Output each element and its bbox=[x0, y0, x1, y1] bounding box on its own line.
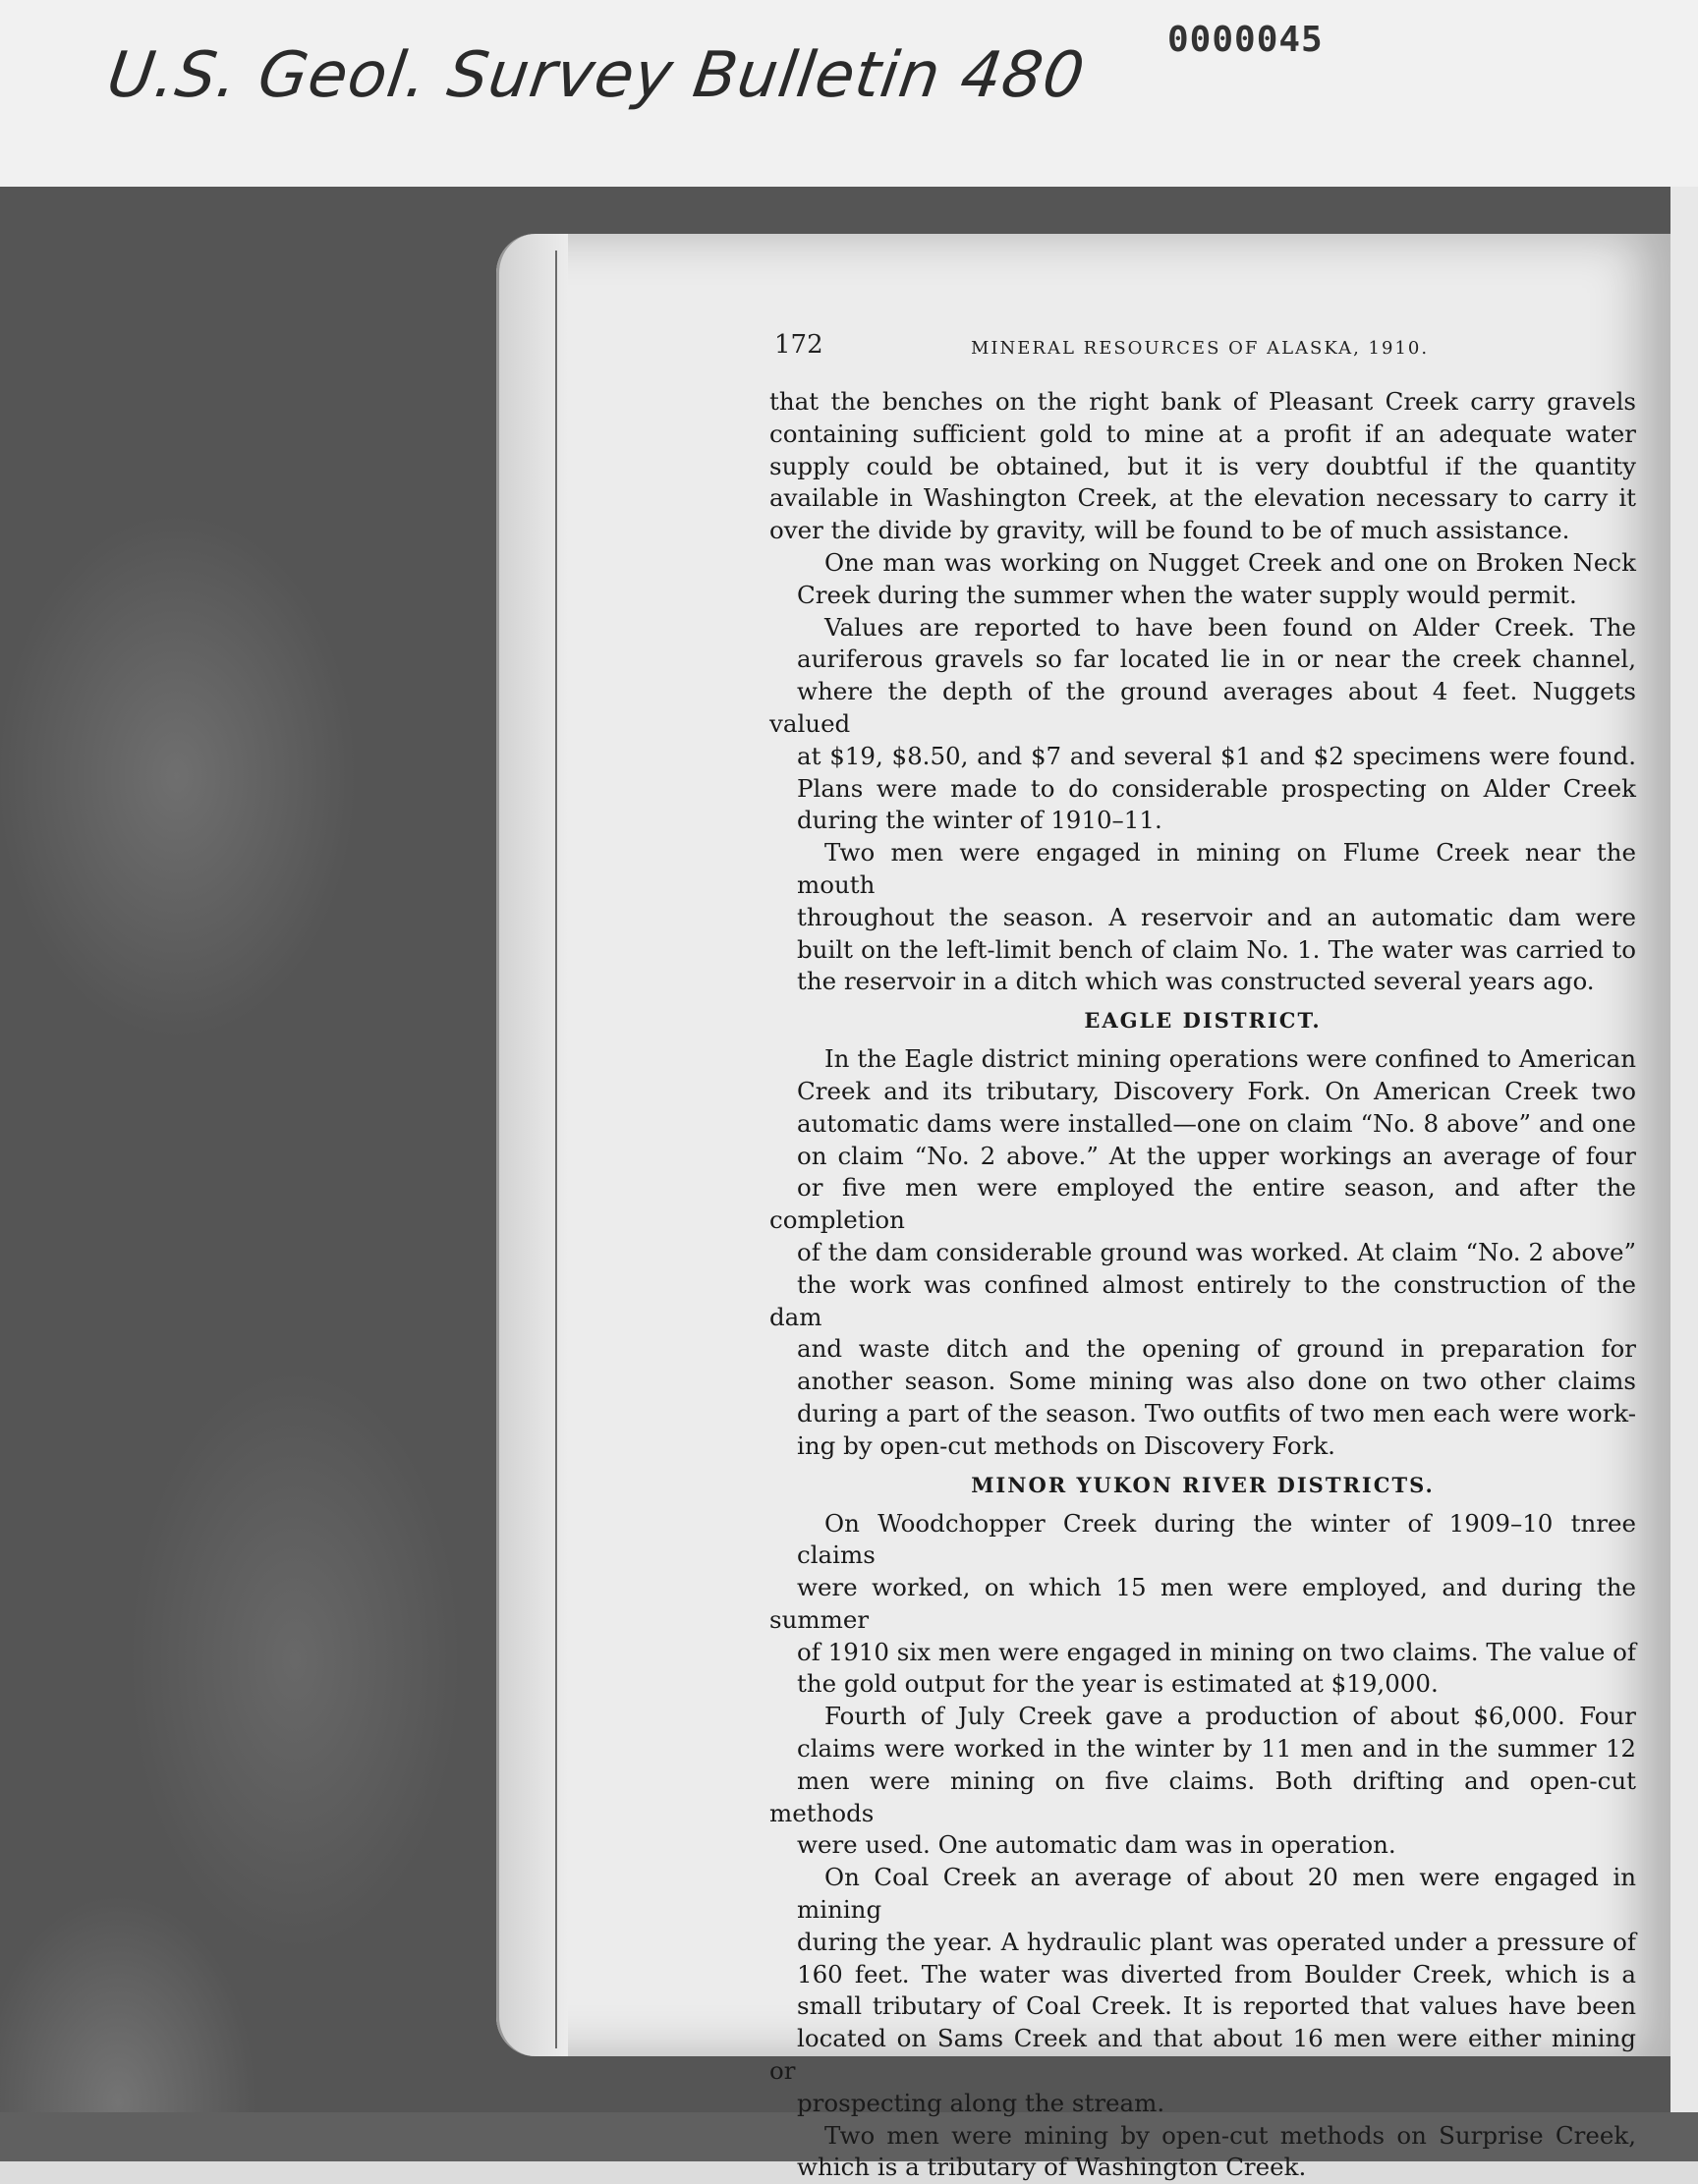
text-line: containing sufficient gold to mine at a profit if an adequate water bbox=[769, 419, 1636, 448]
text-line: the gold output for the year is estimated at $19,000. bbox=[797, 1669, 1439, 1699]
text-line: of 1910 six men were engaged in mining on two claims. The value of bbox=[797, 1637, 1636, 1666]
text-line: or five men were employed the entire season, and after the completion bbox=[769, 1173, 1636, 1235]
text-line: prospecting along the stream. bbox=[797, 2088, 1165, 2117]
text-line: Values are reported to have been found on Alder Creek. The bbox=[824, 612, 1636, 642]
text-line: during the winter of 1910–11. bbox=[797, 806, 1162, 835]
text-line: were worked, on which 15 men were employed, and during the summer bbox=[769, 1573, 1636, 1634]
handwritten-note: U.S. Geol. Survey Bulletin 480 bbox=[102, 39, 1090, 112]
header-strip bbox=[0, 0, 1698, 187]
section-heading: MINOR YUKON RIVER DISTRICTS. bbox=[971, 1472, 1435, 1497]
page-body bbox=[769, 386, 1636, 2184]
text-line: On Coal Creek an average of about 20 men were engaged in mining bbox=[797, 1863, 1636, 1925]
text-line: during a part of the season. Two outfits of two men each were work- bbox=[797, 1398, 1636, 1428]
text-line: One man was working on Nugget Creek and one on Broken Neck bbox=[824, 547, 1636, 577]
text-line: ing by open-cut methods on Discovery Fork. bbox=[797, 1430, 1335, 1460]
text-line: men were mining on five claims. Both drifting and open-cut methods bbox=[769, 1765, 1636, 1827]
text-line: another season. Some mining was also done on two other claims bbox=[797, 1367, 1636, 1396]
section-heading: EAGLE DISTRICT. bbox=[1084, 1008, 1322, 1034]
text-line: Two men were mining by open-cut methods on Surprise Creek, bbox=[824, 2120, 1636, 2150]
paragraph bbox=[769, 612, 1636, 838]
paragraph bbox=[769, 1701, 1636, 1862]
gutter-line bbox=[555, 251, 557, 2048]
text-line: of the dam considerable ground was worked. At claim “No. 2 above” bbox=[797, 1237, 1636, 1266]
text-line: Plans were made to do considerable prospecting on Alder Creek bbox=[797, 773, 1636, 803]
text-line: over the divide by gravity, will be found to be of much assistance. bbox=[769, 516, 1570, 545]
text-line: Creek during the summer when the water supply would permit. bbox=[797, 580, 1577, 609]
page-gutter bbox=[496, 234, 568, 2056]
text-line: supply could be obtained, but it is very doubtful if the quantity bbox=[769, 451, 1636, 480]
text-line: claims were worked in the winter by 11 men and in the summer 12 bbox=[797, 1734, 1636, 1764]
text-line: which is a tributary of Washington Creek. bbox=[797, 2153, 1307, 2182]
text-line: Fourth of July Creek gave a production of about $6,000. Four bbox=[824, 1702, 1636, 1731]
text-line: during the year. A hydraulic plant was operated under a pressure of bbox=[797, 1927, 1636, 1956]
text-line: on claim “No. 2 above.” At the upper workings an average of four bbox=[797, 1141, 1636, 1170]
text-line: available in Washington Creek, at the elevation necessary to carry it bbox=[769, 483, 1636, 513]
paragraph bbox=[769, 1043, 1636, 1462]
text-line: and waste ditch and the opening of ground in preparation for bbox=[797, 1334, 1636, 1364]
scan-right-edge bbox=[1670, 187, 1698, 2161]
text-line: were used. One automatic dam was in operation. bbox=[797, 1830, 1396, 1860]
paragraph bbox=[769, 547, 1636, 612]
paragraph bbox=[769, 1862, 1636, 2119]
paragraph bbox=[769, 1508, 1636, 1702]
paragraph bbox=[769, 386, 1636, 547]
page-number: 172 bbox=[774, 330, 823, 360]
paragraph bbox=[769, 837, 1636, 998]
text-line: On Woodchopper Creek during the winter of 1909–10 tnree claims bbox=[797, 1508, 1636, 1570]
text-line: Two men were engaged in mining on Flume Creek near the mouth bbox=[797, 838, 1636, 899]
text-line: throughout the season. A reservoir and an automatic dam were bbox=[797, 902, 1636, 931]
text-line: located on Sams Creek and that about 16 men were either mining or bbox=[769, 2024, 1636, 2086]
text-line: small tributary of Coal Creek. It is reported that values have been bbox=[797, 1991, 1636, 2021]
text-line: 160 feet. The water was diverted from Boulder Creek, which is a bbox=[797, 1959, 1636, 1988]
text-line: where the depth of the ground averages about 4 feet. Nuggets valued bbox=[769, 677, 1636, 738]
text-line: the reservoir in a ditch which was constructed several years ago. bbox=[797, 967, 1595, 996]
text-line: automatic dams were installed—one on claim “No. 8 above” and one bbox=[797, 1108, 1636, 1138]
text-line: at $19, $8.50, and $7 and several $1 and $2 specimens were found. bbox=[797, 741, 1636, 770]
paragraph bbox=[769, 2120, 1636, 2184]
text-line: that the benches on the right bank of Pleasant Creek carry gravels bbox=[769, 387, 1636, 416]
text-line: the work was confined almost entirely to the construction of the dam bbox=[769, 1269, 1636, 1331]
text-line: auriferous gravels so far located lie in or near the creek channel, bbox=[797, 644, 1636, 674]
text-line: In the Eagle district mining operations were confined to American bbox=[824, 1044, 1636, 1074]
stamp-number: 0000045 bbox=[1167, 20, 1324, 60]
text-line: built on the left-limit bench of claim No. 1. The water was carried to bbox=[797, 934, 1636, 964]
text-line: Creek and its tributary, Discovery Fork. On American Creek two bbox=[797, 1076, 1636, 1105]
running-title: MINERAL RESOURCES OF ALASKA, 1910. bbox=[971, 338, 1430, 359]
